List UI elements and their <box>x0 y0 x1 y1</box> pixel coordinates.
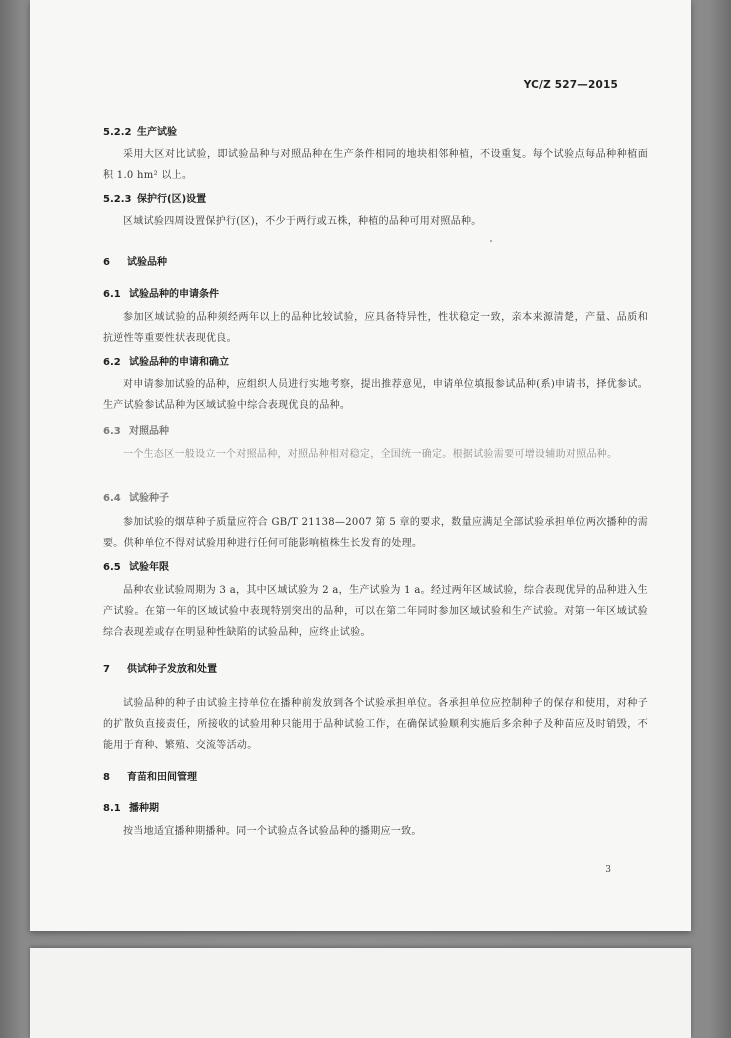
next-page <box>30 948 691 1038</box>
section-body-6-5: 品种农业试验周期为 3 a，其中区域试验为 2 a，生产试验为 1 a。经过两年区域试验，综合表现优异的品种进入生产试验。在第一年的区域试验中表现特别突出的品种，可以在第二年同时参加区域试验和生产试验。对第一年区域试验综合表现差或存在明显种性缺陷的试验品种，应终止试验。 <box>103 585 648 638</box>
section-number: 6 <box>103 257 110 268</box>
section-body-8-1: 按当地适宜播种期播种。同一个试验点各试验品种的播期应一致。 <box>123 826 422 837</box>
section-number: 5.2.3 <box>103 194 132 205</box>
section-title: 保护行(区)设置 <box>137 194 207 205</box>
standard-code: YC/Z 527—2015 <box>523 79 618 91</box>
section-heading-8 <box>103 768 648 783</box>
section-heading-6-1 <box>103 285 648 300</box>
section-title: 播种期 <box>129 803 159 814</box>
document-page <box>30 0 691 931</box>
section-heading-5-2-3 <box>103 190 648 205</box>
section-title: 试验年限 <box>129 562 169 573</box>
section-title: 试验品种的申请和确立 <box>129 357 229 368</box>
section-heading-7 <box>103 660 648 675</box>
section-number: 7 <box>103 664 110 675</box>
section-heading-6-4 <box>103 489 648 504</box>
section-heading-6-3 <box>103 422 648 437</box>
scan-speck <box>490 240 492 242</box>
section-heading-5-2-2 <box>103 123 648 138</box>
section-title: 试验品种 <box>127 257 167 268</box>
page-number: 3 <box>605 865 611 875</box>
section-body-6-3: 一个生态区一般设立一个对照品种，对照品种相对稳定，全国统一确定。根据试验需要可增设辅助对照品种。 <box>123 449 618 460</box>
section-heading-6-5 <box>103 558 648 573</box>
section-number: 8.1 <box>103 803 121 814</box>
section-body-6-2: 对申请参加试验的品种，应组织人员进行实地考察，提出推荐意见，申请单位填报参试品种(系)申请书，择优参试。生产试验参试品种为区域试验中综合表现优良的品种。 <box>103 379 648 411</box>
section-title: 生产试验 <box>137 127 177 138</box>
section-title: 对照品种 <box>129 426 169 437</box>
section-number: 8 <box>103 772 110 783</box>
section-number: 6.2 <box>103 357 121 368</box>
section-number: 6.1 <box>103 289 121 300</box>
section-title: 试验种子 <box>129 493 169 504</box>
section-title: 供试种子发放和处置 <box>127 664 217 675</box>
section-body-6-1: 参加区域试验的品种须经两年以上的品种比较试验，应具备特异性，性状稳定一致，亲本来源清楚，产量、品质和抗逆性等重要性状表现优良。 <box>103 312 648 344</box>
section-title: 育苗和田间管理 <box>127 772 197 783</box>
section-number: 6.4 <box>103 493 121 504</box>
section-number: 6.5 <box>103 562 121 573</box>
section-number: 6.3 <box>103 426 121 437</box>
section-body-5-2-2: 采用大区对比试验，即试验品种与对照品种在生产条件相同的地块相邻种植，不设重复。每个试验点每品种种植面积 1.0 hm² 以上。 <box>103 149 648 181</box>
section-number: 5.2.2 <box>103 127 132 138</box>
section-heading-8-1 <box>103 799 648 814</box>
section-title: 试验品种的申请条件 <box>129 289 219 300</box>
section-body-7: 试验品种的种子由试验主持单位在播种前发放到各个试验承担单位。各承担单位应控制种子的保存和使用，对种子的扩散负直接责任，所接收的试验用种只能用于品种试验工作，在确保试验顺利实施后多余种子及种苗应及时销毁，不能用于育种、繁殖、交流等活动。 <box>103 698 648 751</box>
section-body-5-2-3: 区域试验四周设置保护行(区)，不少于两行或五株，种植的品种可用对照品种。 <box>123 216 482 227</box>
section-heading-6-2 <box>103 353 648 368</box>
section-body-6-4: 参加试验的烟草种子质量应符合 GB/T 21138—2007 第 5 章的要求，数量应满足全部试验承担单位两次播种的需要。供种单位不得对试验用种进行任何可能影响植株生长发育的处理。 <box>103 517 648 549</box>
section-heading-6 <box>103 253 648 268</box>
